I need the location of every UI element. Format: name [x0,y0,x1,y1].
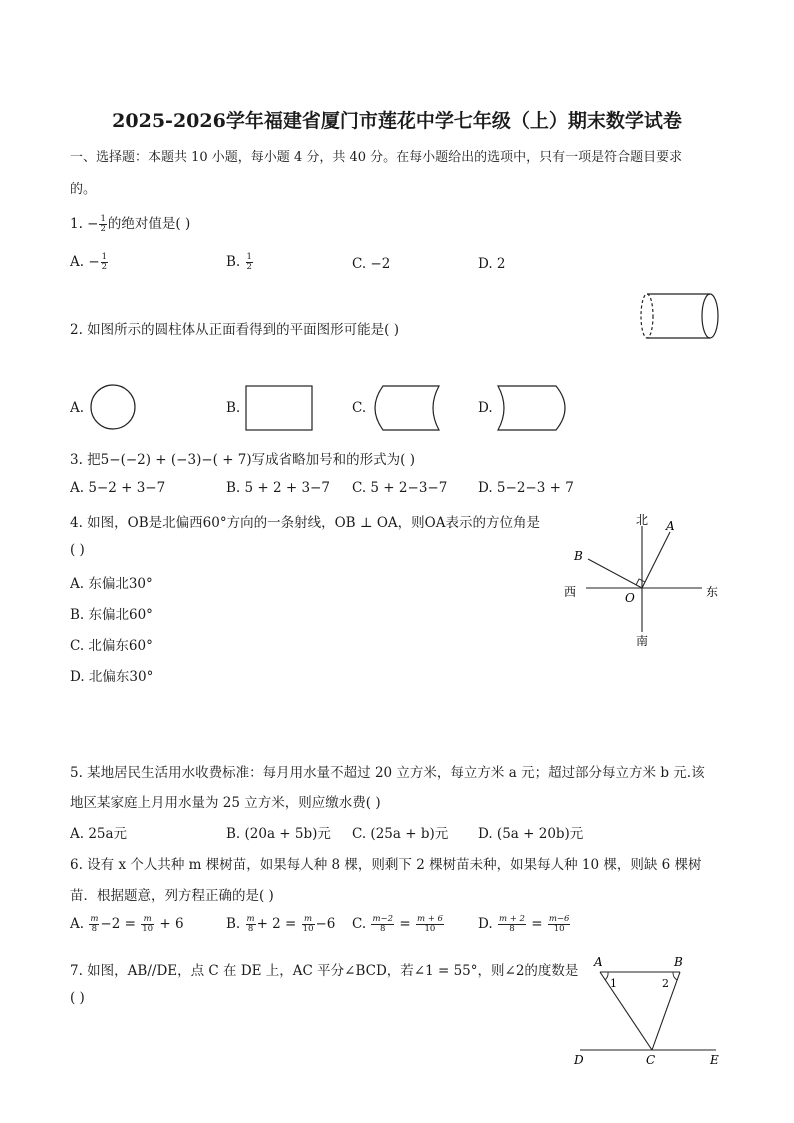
q5-option-d[interactable]: D. (5a + 20b)元 [478,826,584,842]
label-east: 东 [706,585,719,599]
q1-option-b[interactable]: B. $\frac{1}{2}$ [226,252,252,272]
question-7-line2: ( ) [70,990,85,1006]
cylinder-figure [634,290,724,342]
q3-option-d[interactable]: D. 5−2−3 + 7 [478,480,574,496]
label-d: D [574,1053,584,1067]
q2-option-a[interactable]: A. [70,400,85,416]
label-c: C [646,1053,656,1067]
circle-shape [88,383,140,433]
ray-ob [588,559,642,588]
q1-suffix: 的绝对值是( ) [107,216,191,232]
q3-option-b[interactable]: B. 5 + 2 + 3−7 [226,480,330,496]
q5-option-a[interactable]: A. 25a元 [70,826,128,842]
q6-option-d[interactable]: D. $\frac{m + 2}{8}$ = $\frac{m-6}{10}$ [478,914,570,934]
cylinder-front-ellipse [702,294,718,338]
q6-option-b[interactable]: B. $\frac{m}{8}$ + 2 = $\frac{m}{10}$ −6 [226,914,336,934]
question-5-line1: 5. 某地居民生活用水收费标准：每月用水量不超过 20 立方米，每立方米 a 元；超过部分每立方米 b 元.该 [70,765,705,781]
question-4-line1: 4. 如图，OB是北偏西60°方向的一条射线，OB ⊥ OA，则OA表示的方位角是 [70,515,540,531]
label-north: 北 [636,513,649,527]
q3-option-c[interactable]: C. 5 + 2−3−7 [352,480,448,496]
q4-option-a[interactable]: A. 东偏北30° [70,576,153,592]
q4-option-b[interactable]: B. 东偏北60° [70,607,153,623]
ray-oa [642,532,670,588]
label-b: B [674,955,683,969]
label-south: 南 [636,634,649,648]
compass-figure [556,508,726,653]
section-instructions-line1: 一、选择题：本题共 10 小题，每小题 4 分，共 40 分。在每小题给出的选项中，只有一项是符合题目要求 [70,150,683,165]
question-4-line2: ( ) [70,542,85,558]
q2-option-b[interactable]: B. [226,400,241,416]
q6-option-a[interactable]: A. $\frac{m}{8}$ −2 = $\frac{m}{10}$ + 6 [70,914,184,934]
q1-option-d[interactable]: D. 2 [478,256,506,272]
q1-prefix: 1. − [70,216,99,232]
q6-option-c[interactable]: C. $\frac{m-2}{8}$ = $\frac{m + 6}{10}$ [352,914,443,934]
question-6-line2: 苗．根据题意，列方程正确的是( ) [70,888,274,904]
section-instructions-line2: 的。 [70,182,97,197]
question-3: 3. 把5−(−2) + (−3)−( + 7)写成省略加号和的形式为( ) [70,452,415,468]
q2-option-d[interactable]: D. [478,400,493,416]
rectangle-shape [244,384,316,434]
angle-1-arc [605,972,608,980]
cylinder-back-ellipse [641,294,653,338]
question-1 [70,212,190,234]
q4-option-c[interactable]: C. 北偏东60° [70,638,153,654]
concave-left-shape [494,384,576,434]
q4-option-d[interactable]: D. 北偏东30° [70,669,154,685]
label-o: O [625,591,635,605]
q2-option-c[interactable]: C. [352,400,367,416]
label-angle-2: 2 [662,977,669,990]
page-title: 2025-2026学年福建省厦门市莲花中学七年级（上）期末数学试卷 [112,110,682,132]
label-a: A [594,955,603,969]
segment-ac [600,972,652,1050]
angle-2-arc [673,972,677,980]
q1-option-c[interactable]: C. −2 [352,256,391,272]
question-5-line2: 地区某家庭上月用水量为 25 立方米，则应缴水费( ) [70,795,381,811]
question-7-line1: 7. 如图，AB//DE，点 C 在 DE 上，AC 平分∠BCD，若∠1 = 55°，则∠2的度数是 [70,963,579,979]
label-west: 西 [564,585,577,599]
label-a: A [666,519,675,533]
label-e: E [710,1053,719,1067]
question-6-line1: 6. 设有 x 个人共种 m 棵树苗，如果每人种 8 棵，则剩下 2 棵树苗未种，如果每人种 10 棵，则缺 6 棵树 [70,857,702,873]
q5-option-b[interactable]: B. (20a + 5b)元 [226,826,331,842]
label-b: B [574,549,583,563]
q1-fraction: $\frac{1}{2}$ [100,214,106,234]
concave-right-shape [369,384,449,434]
q1-option-a[interactable]: A. − $\frac{1}{2}$ [70,252,108,272]
q3-option-a[interactable]: A. 5−2 + 3−7 [70,480,166,496]
q5-option-c[interactable]: C. (25a + b)元 [352,826,449,842]
question-2: 2. 如图所示的圆柱体从正面看得到的平面图形可能是( ) [70,322,399,338]
parallel-lines-figure [570,952,730,1072]
label-angle-1: 1 [610,977,617,990]
